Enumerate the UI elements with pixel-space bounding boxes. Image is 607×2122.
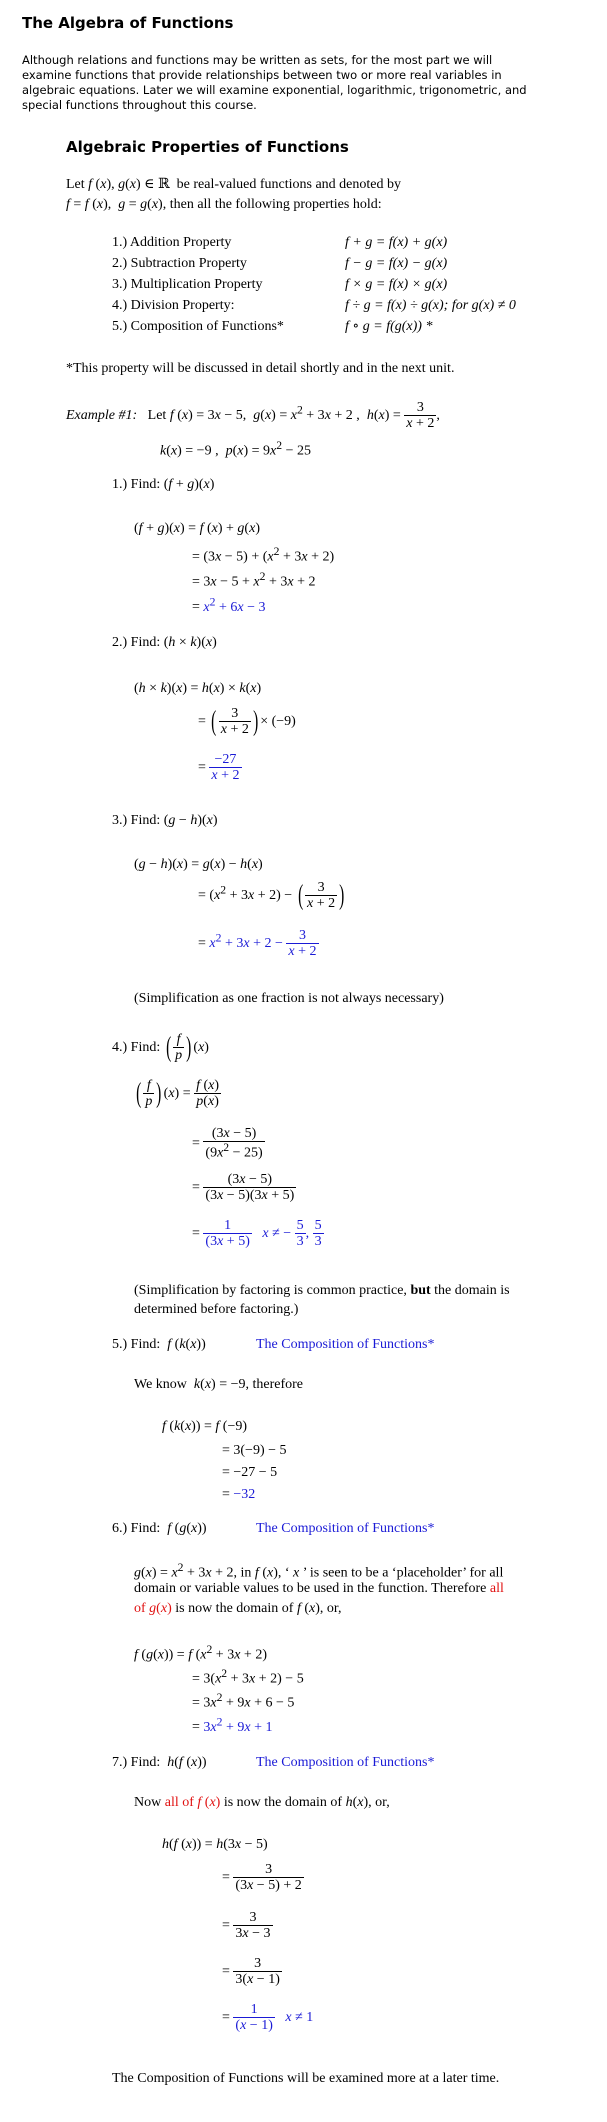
property-formula: f ∘ g = f(g(x)) * [345, 319, 433, 334]
let-line-1: Let f (x), g(x) ∈ ℝ be real-valued functions and denoted by [66, 177, 401, 192]
q1-step: (f + g)(x) = f (x) + g(x) [134, 521, 260, 536]
q5-step: f (k(x)) = f (−9) [162, 1419, 248, 1434]
q3-step: (g − h)(x) = g(x) − h(x) [134, 857, 263, 872]
q7-text: Now all of f (x) is now the domain of h(x), or, [134, 1795, 390, 1810]
q6-step: f (g(x)) = f $(x^2 + 3x + 2)$ [134, 1643, 267, 1663]
q4-note-2: determined before factoring.) [134, 1302, 299, 1317]
q4-step: = $\frac{(3x - 5)}{(3x - 5)(3x + 5)}$ [192, 1172, 295, 1204]
example-definitions-1: Example #1: Let f (x) = 3x − 5, $g(x) = x^2 + 3x + 2$ , h(x) = $\frac{3}{x + 2}$ , [66, 400, 440, 432]
property-label: 4.) Division Property: [112, 298, 235, 313]
section-title: Algebraic Properties of Functions [66, 138, 349, 156]
q7-step: = $\frac{3}{3(x - 1)}$ [222, 1956, 280, 1988]
q6-text-2: domain or variable values to be used in the function. Therefore all [134, 1581, 504, 1596]
q2-step: = ( $\frac{3}{x + 2}$ ) × (−9) [198, 705, 296, 738]
question-3: 3.) Find: (g − h)(x) [112, 813, 218, 828]
property-label: 5.) Composition of Functions* [112, 319, 284, 334]
property-formula: f × g = f(x) × g(x) [345, 277, 448, 292]
q5-answer: = −32 [222, 1487, 256, 1502]
q1-answer: = $x^2 + 6x - 3$ [192, 595, 266, 615]
intro-line-1: Although relations and functions may be written as sets, for the most part we will [22, 53, 493, 67]
question-7: 7.) Find: h(f (x)) [112, 1755, 207, 1770]
q3-step: = $(x^2 + 3x + 2)$ − ( $\frac{3}{x + 2}$ ) [198, 879, 345, 912]
question-6: 6.) Find: f (g(x)) [112, 1521, 207, 1536]
q1-step: = $3x - 5 + x^2 + 3x + 2$ [192, 570, 316, 590]
q3-answer: = $x^2 + 3x + 2$ − $\frac{3}{x + 2}$ [198, 928, 317, 960]
q4-answer: = $\frac{1}{(3x + 5)}$ x ≠ − $\frac{5}{3}$ , $\frac{5}{3}$ [192, 1218, 322, 1250]
q5-text: We know k(x) = −9, therefore [134, 1377, 304, 1392]
intro-line-3: algebraic equations. Later we will examine exponential, logarithmic, trigonometric, and [22, 83, 527, 97]
q7-answer: = $\frac{1}{(x - 1)}$ x ≠ 1 [222, 2002, 314, 2034]
page-title: The Algebra of Functions [22, 14, 234, 32]
q6-answer: = $3x^2 + 9x + 1$ [192, 1715, 273, 1735]
q4-note-1: (Simplification by factoring is common practice, but the domain is [134, 1283, 510, 1298]
footnote: *This property will be discussed in detail shortly and in the next unit. [66, 361, 455, 376]
property-label: 1.) Addition Property [112, 235, 232, 250]
q4-step: ( $\frac{f}{p}$ ) (x) = $\frac{f (x)}{p(x)}$ [136, 1077, 220, 1110]
q5-step: = −27 − 5 [222, 1465, 278, 1480]
q7-step: h(f (x)) = h(3x − 5) [162, 1837, 268, 1852]
q6-step: = $3x^2 + 9x + 6 - 5$ [192, 1691, 295, 1711]
q2-step: (h × k)(x) = h(x) × k(x) [134, 681, 262, 696]
property-label: 3.) Multiplication Property [112, 277, 263, 292]
composition-link[interactable]: The Composition of Functions* [256, 1521, 435, 1536]
q7-step: = $\frac{3}{3x - 3}$ [222, 1910, 271, 1942]
property-label: 2.) Subtraction Property [112, 256, 247, 271]
let-line-2: f = f (x), g = g(x), then all the following properties hold: [66, 197, 382, 212]
q6-step: = $3(x^2 + 3x + 2) - 5$ [192, 1667, 304, 1687]
composition-link[interactable]: The Composition of Functions* [256, 1337, 435, 1352]
q3-note: (Simplification as one fraction is not always necessary) [134, 991, 444, 1006]
intro-line-2: examine functions that provide relationships between two or more real variables in [22, 68, 502, 82]
q7-step: = $\frac{3}{(3x - 5) + 2}$ [222, 1862, 302, 1894]
q2-answer: = $\frac{-27}{x + 2}$ [198, 752, 240, 784]
question-5: 5.) Find: f (k(x)) [112, 1337, 206, 1352]
q4-step: = $\frac{(3x - 5)}{(9x^2 - 25)}$ [192, 1126, 263, 1162]
question-1: 1.) Find: (f + g)(x) [112, 477, 215, 492]
property-formula: f ÷ g = f(x) ÷ g(x); for g(x) ≠ 0 [345, 298, 516, 313]
question-4: 4.) Find: ( $\frac{f}{p}$ ) (x) [112, 1031, 209, 1064]
q5-step: = 3(−9) − 5 [222, 1443, 287, 1458]
q6-text-1: $g(x) = x^2 + 3x + 2$, in f (x), ‘ x ’ is seen to be a ‘placeholder’ for all [134, 1561, 504, 1581]
q6-text-3: of g(x) is now the domain of f (x), or, [134, 1601, 342, 1616]
closing-note: The Composition of Functions will be examined more at a later time. [112, 2071, 500, 2086]
property-formula: f + g = f(x) + g(x) [345, 235, 448, 250]
question-2: 2.) Find: (h × k)(x) [112, 635, 217, 650]
example-definitions-2: k(x) = −9 , $p(x) = 9x^2 - 25$ [160, 439, 311, 459]
intro-line-4: special functions throughout this course. [22, 98, 257, 112]
q1-step: = $(3x - 5) + (x^2 + 3x + 2)$ [192, 545, 335, 565]
property-formula: f − g = f(x) − g(x) [345, 256, 448, 271]
composition-link[interactable]: The Composition of Functions* [256, 1755, 435, 1770]
